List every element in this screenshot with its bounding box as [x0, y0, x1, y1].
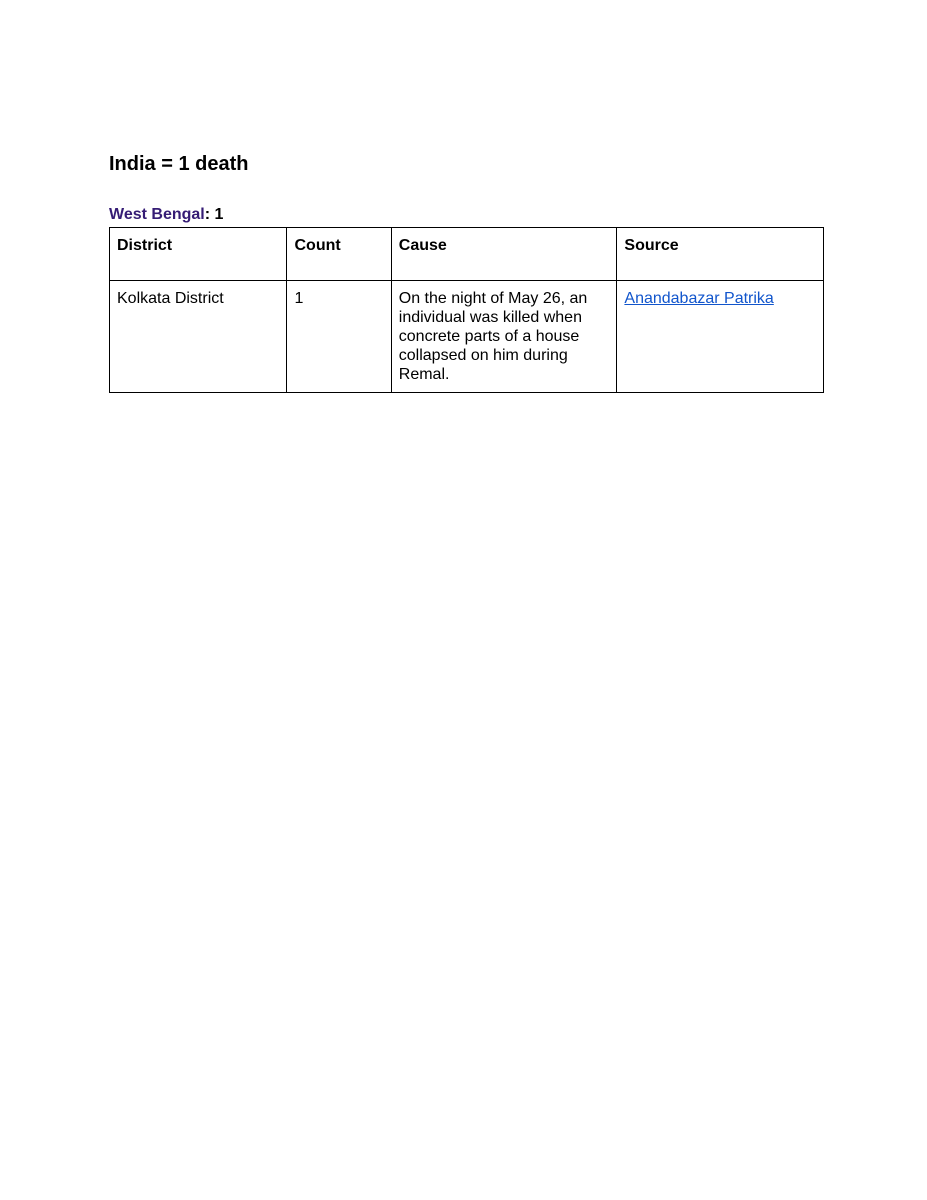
- header-district: District: [110, 228, 287, 281]
- cell-source: [617, 281, 824, 393]
- deaths-table: [109, 227, 824, 393]
- region-name: West Bengal: [109, 206, 205, 223]
- cell-cause: On the night of May 26, an individual was killed when concrete parts of a house collapsed on him during Remal.: [391, 281, 617, 393]
- source-link[interactable]: Anandabazar Patrika: [624, 290, 774, 307]
- region-separator: :: [204, 206, 215, 223]
- region-heading: [109, 205, 223, 225]
- region-count: 1: [214, 206, 224, 223]
- header-count: Count: [287, 228, 391, 281]
- page-title: India = 1 death: [109, 153, 249, 175]
- cell-district: Kolkata District: [110, 281, 287, 393]
- table-header-row: [110, 228, 824, 281]
- header-source: Source: [617, 228, 824, 281]
- cell-count: 1: [287, 281, 391, 393]
- table-row: [110, 281, 824, 393]
- header-cause: Cause: [391, 228, 617, 281]
